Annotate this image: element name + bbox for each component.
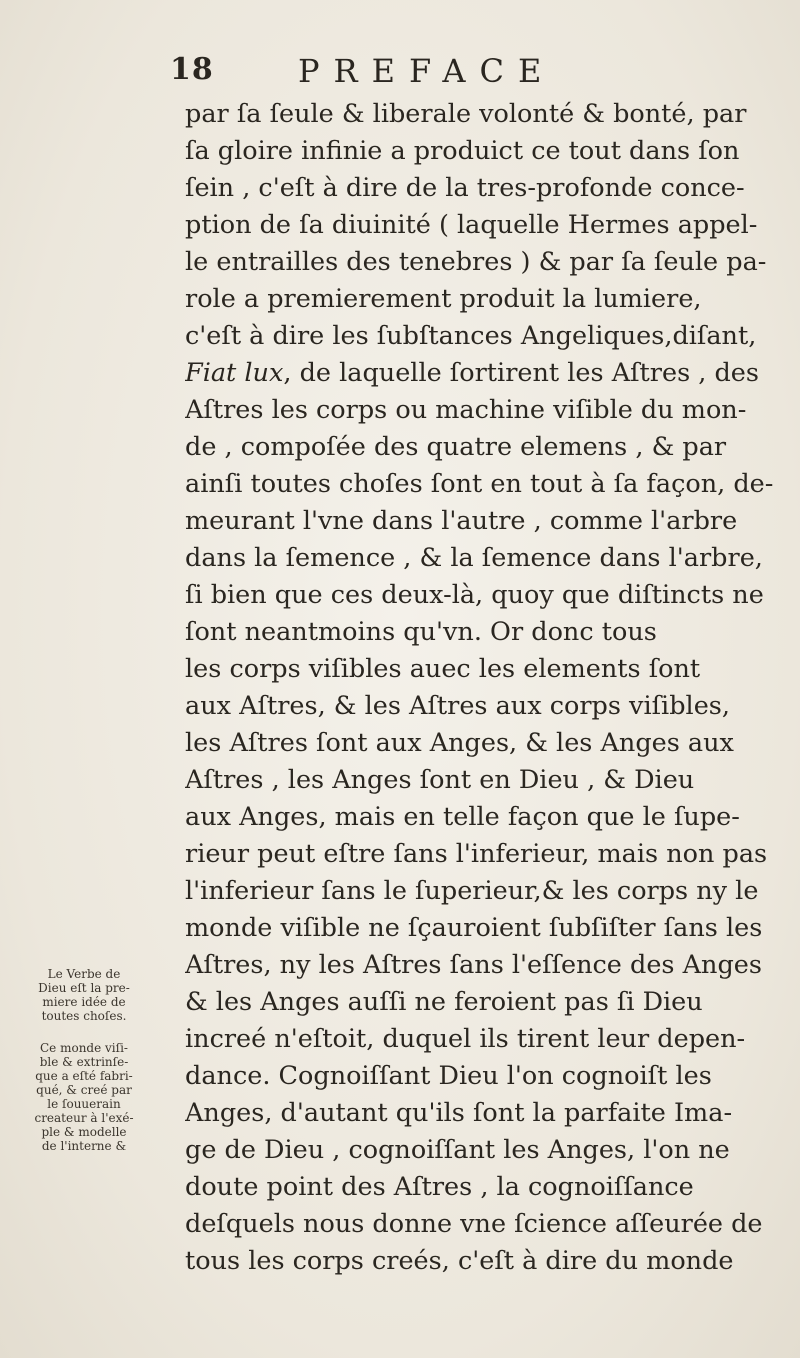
text-line: role a premierement produit la lumiere, [185,284,702,314]
text-line: dance. Cognoiſſant Dieu l'on cognoiſt les [185,1061,712,1091]
text-line: Anges, d'autant qu'ils ſont la parfaite Ima- [185,1098,733,1128]
page-header [0,52,800,92]
marginal-line: miere idée de [42,995,126,1009]
marginal-line: createur à l'exé- [34,1111,134,1125]
text-line: ſein , c'eſt à dire de la tres-profonde conce- [185,173,745,203]
marginal-note [0,1041,168,1153]
text-line: de , compoſée des quatre elemens , & par [185,432,727,462]
text-line: aux Aſtres, & les Aſtres aux corps viſibles, [185,691,730,721]
text-line: les corps viſibles auec les elements ſont [185,654,701,684]
text-line: Aſtres, ny les Aſtres ſans l'eſſence des Anges [185,950,762,980]
marginal-line: ble & extrinſe- [39,1055,129,1069]
text-line: & les Anges auſſi ne feroient pas ſi Dieu [185,987,703,1017]
text-line: le entrailles des tenebres ) & par ſa ſeule pa- [185,247,767,277]
text-line: ainſi toutes choſes ſont en tout à ſa façon, de- [185,469,774,499]
text-line: l'inferieur ſans le ſuperieur,& les corps ny le [185,876,759,906]
text-line: increé n'eſtoit, duquel ils tirent leur depen- [185,1024,746,1054]
text-line: les Aſtres ſont aux Anges, & les Anges aux [185,728,734,758]
marginal-line: Dieu eſt la pre- [38,981,130,995]
body-text [185,96,797,1280]
text-line: monde viſible ne ſçauroient ſubſiſter ſans les [185,913,763,943]
marginal-line: Le Verbe de [47,967,121,981]
page-number: 18 [170,52,214,87]
running-head: PREFACE [298,52,556,90]
text-line: meurant l'vne dans l'autre , comme l'arbre [185,506,738,536]
text-line: dans la ſemence , & la ſemence dans l'arbre, [185,543,763,573]
text-line: c'eſt à dire les ſubſtances Angeliques,diſant, [185,321,757,351]
text-line: ption de ſa diuinité ( laquelle Hermes appel- [185,210,758,240]
text-line: par ſa ſeule & liberale volonté & bonté, par [185,99,747,129]
marginal-line: le ſouuerain [47,1097,121,1111]
text-line: deſquels nous donne vne ſcience aſſeurée de [185,1209,763,1239]
marginal-line: toutes choſes. [41,1009,127,1023]
text-line: aux Anges, mais en telle façon que le ſupe- [185,802,740,832]
marginal-line: ple & modelle [41,1125,127,1139]
marginal-line: que a eſté fabri- [35,1069,133,1083]
text-line: ſont neantmoins qu'vn. Or donc tous [185,617,657,647]
marginal-line: qué, & creé par [36,1083,132,1097]
marginal-note [0,967,168,1023]
text-line: Fiat lux, de laquelle ſortirent les Aſtres , des [185,358,759,388]
text-line: ſa gloire infinie a produict ce tout dans ſon [185,136,740,166]
text-line: rieur peut eſtre ſans l'inferieur, mais non pas [185,839,768,869]
text-line: Aſtres les corps ou machine viſible du mon- [185,395,747,425]
text-line: ge de Dieu , cognoiſſant les Anges, l'on ne [185,1135,730,1165]
text-line: tous les corps creés, c'eſt à dire du monde [185,1246,734,1276]
marginal-line: de l'interne & [41,1139,127,1153]
text-line: ſi bien que ces deux-là, quoy que diſtincts ne [185,580,764,610]
text-line: doute point des Aſtres , la cognoiſſance [185,1172,694,1202]
marginal-line: Ce monde viſi- [40,1041,128,1055]
text-line: Aſtres , les Anges ſont en Dieu , & Dieu [185,765,695,795]
